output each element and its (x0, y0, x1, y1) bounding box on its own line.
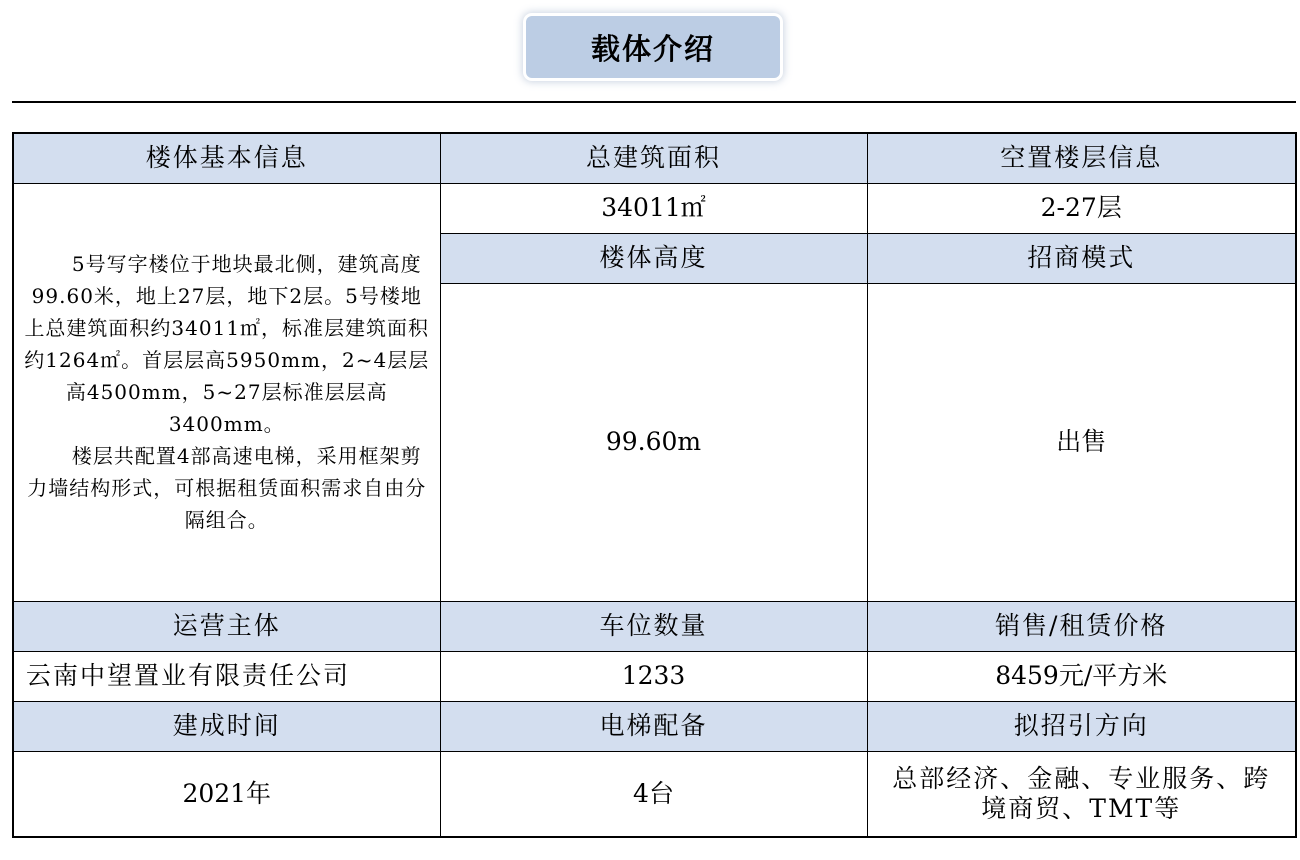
operator-value: 云南中望置业有限责任公司 (13, 651, 440, 701)
divider-line (12, 101, 1296, 103)
price-value: 8459元/平方米 (867, 651, 1296, 701)
parking-header: 车位数量 (440, 601, 867, 651)
parking-value: 1233 (440, 651, 867, 701)
direction-header: 拟招引方向 (867, 701, 1296, 751)
building-info-header: 楼体基本信息 (13, 133, 440, 183)
vacant-floor-header: 空置楼层信息 (867, 133, 1296, 183)
height-header: 楼体高度 (440, 233, 867, 283)
mode-header: 招商模式 (867, 233, 1296, 283)
built-value: 2021年 (13, 751, 440, 837)
operator-header: 运营主体 (13, 601, 440, 651)
elevator-header: 电梯配备 (440, 701, 867, 751)
price-header: 销售/租赁价格 (867, 601, 1296, 651)
building-info-paragraph-1: 5号写字楼位于地块最北侧，建筑高度99.60米，地上27层，地下2层。5号楼地上总建筑面积约34011㎡，标准层建筑面积约1264㎡。首层层高5950mm，2~4层层高4500mm，5~27层标准层层高3400mm。 (24, 252, 430, 436)
direction-value: 总部经济、金融、专业服务、跨境商贸、TMT等 (867, 751, 1296, 837)
built-header: 建成时间 (13, 701, 440, 751)
page-title: 载体介绍 (526, 16, 780, 78)
building-info-paragraph-2: 楼层共配置4部高速电梯，采用框架剪力墙结构形式，可根据租赁面积需求自由分隔组合。 (27, 444, 427, 532)
total-area-value: 34011㎡ (440, 183, 867, 233)
building-info-description (13, 183, 440, 601)
vacant-floor-value: 2-27层 (867, 183, 1296, 233)
height-value: 99.60m (440, 283, 867, 601)
info-table (12, 132, 1297, 838)
elevator-value: 4台 (440, 751, 867, 837)
total-area-header: 总建筑面积 (440, 133, 867, 183)
mode-value: 出售 (867, 283, 1296, 601)
